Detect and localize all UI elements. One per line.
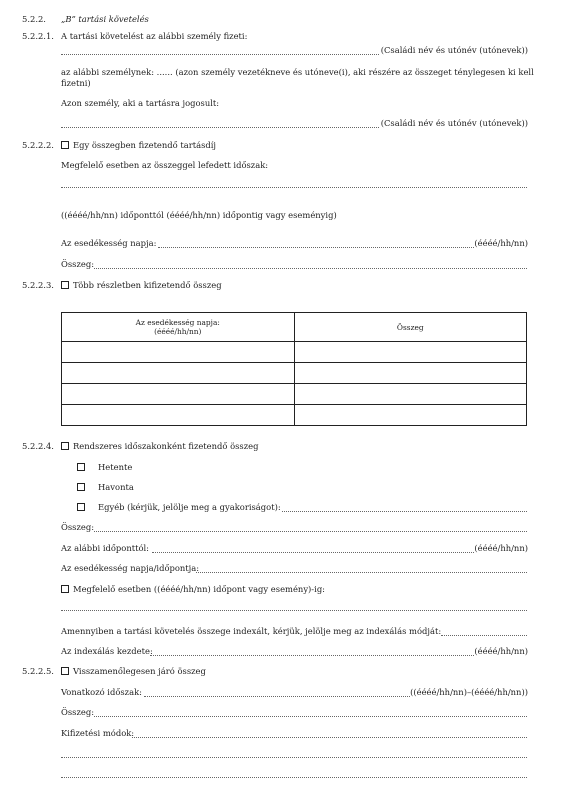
- period-field[interactable]: [61, 187, 527, 188]
- header-text: Az esedékesség napja: (éééé/hh/nn): [135, 318, 220, 336]
- due-date-field[interactable]: [158, 247, 474, 248]
- table-cell[interactable]: [62, 342, 295, 363]
- indexation-label: Amennyiben a tartási követelés összege indexált, kérjük, jelölje meg az indexálás módját:: [61, 626, 442, 636]
- due-date-label: Az esedékesség napja:: [61, 238, 157, 248]
- subsection-number: 5.2.2.1.: [22, 31, 54, 41]
- retroactive-option[interactable]: [61, 666, 206, 676]
- period-field[interactable]: [144, 696, 410, 697]
- single-payment-label: Egy összegben fizetendő tartásdíj: [73, 140, 217, 150]
- payment-methods-field-2[interactable]: [61, 757, 527, 758]
- payment-methods-field-3[interactable]: [61, 777, 527, 778]
- from-date-hint: (éééé/hh/nn): [474, 543, 528, 553]
- payer-name-field[interactable]: [61, 54, 379, 55]
- installments-option[interactable]: [61, 280, 222, 290]
- other-frequency-field[interactable]: [282, 511, 527, 512]
- recipient-label-cont: fizetni): [61, 78, 91, 88]
- date-range-hint: ((éééé/hh/nn) időponttól (éééé/hh/nn) időpontig vagy eseményig): [61, 210, 337, 220]
- section-number: 5.2.2.: [22, 14, 46, 24]
- table-row: [62, 342, 527, 363]
- amount-label: Összeg:: [61, 522, 95, 532]
- table-row: [62, 363, 527, 384]
- table-cell[interactable]: [294, 384, 527, 405]
- table-cell[interactable]: [294, 405, 527, 426]
- table-row: [62, 384, 527, 405]
- installments-table: [61, 312, 527, 426]
- period-hint: ((éééé/hh/nn)–(éééé/hh/nn)): [410, 687, 528, 697]
- other-label: Egyéb (kérjük, jelölje meg a gyakoriságot):: [98, 502, 281, 512]
- payment-methods-field[interactable]: [132, 737, 527, 738]
- entitled-name-hint: (Családi név és utónév (utónevek)): [380, 118, 528, 128]
- table-cell[interactable]: [62, 363, 295, 384]
- due-time-label: Az esedékesség napja/időpontja:: [61, 563, 200, 573]
- installments-label: Több részletben kifizetendő összeg: [73, 280, 222, 290]
- subsection-number: 5.2.2.2.: [22, 140, 54, 150]
- checkbox[interactable]: [61, 442, 69, 450]
- until-option[interactable]: [61, 584, 325, 594]
- section-title: „B” tartási követelés: [61, 14, 149, 24]
- monthly-label: Havonta: [98, 482, 134, 492]
- subsection-number: 5.2.2.3.: [22, 280, 54, 290]
- amount-field[interactable]: [94, 268, 527, 269]
- until-label: Megfelelő esetben ((éééé/hh/nn) időpont vagy esemény)-ig:: [73, 584, 326, 594]
- checkbox[interactable]: [61, 141, 69, 149]
- monthly-option[interactable]: [77, 482, 134, 492]
- entitled-label: Azon személy, aki a tartásra jogosult:: [61, 98, 220, 108]
- table-cell[interactable]: [294, 342, 527, 363]
- payer-label: A tartási követelést az alábbi személy fizeti:: [61, 31, 248, 41]
- checkbox[interactable]: [61, 281, 69, 289]
- indexation-start-label: Az indexálás kezdete:: [61, 646, 153, 656]
- amount-label: Összeg:: [61, 707, 95, 717]
- other-option[interactable]: [77, 502, 281, 512]
- indexation-start-hint: (éééé/hh/nn): [474, 646, 528, 656]
- table-cell[interactable]: [294, 363, 527, 384]
- amount-field[interactable]: [94, 716, 527, 717]
- table-cell[interactable]: [62, 405, 295, 426]
- checkbox[interactable]: [77, 463, 85, 471]
- until-field[interactable]: [61, 610, 527, 611]
- from-date-field[interactable]: [152, 552, 474, 553]
- entitled-name-field[interactable]: [61, 127, 379, 128]
- weekly-option[interactable]: [77, 462, 132, 472]
- period-label: Vonatkozó időszak:: [61, 687, 142, 697]
- checkbox[interactable]: [61, 667, 69, 675]
- table-header-due-date: [62, 313, 295, 342]
- recipient-label: az alábbi személynek: ...... (azon személy vezetékneve és utóneve(i), aki részére az összeget ténylegesen ki kell: [61, 67, 534, 77]
- periodic-option[interactable]: [61, 441, 258, 451]
- table-row: [62, 405, 527, 426]
- from-date-label: Az alábbi időponttól:: [61, 543, 150, 553]
- table-header-amount: Összeg: [294, 313, 527, 342]
- amount-field[interactable]: [94, 531, 527, 532]
- subsection-number: 5.2.2.4.: [22, 441, 54, 451]
- indexation-field[interactable]: [441, 635, 527, 636]
- due-time-field[interactable]: [196, 572, 527, 573]
- indexation-start-field[interactable]: [150, 655, 474, 656]
- table-cell[interactable]: [62, 384, 295, 405]
- payment-methods-label: Kifizetési módok:: [61, 728, 135, 738]
- checkbox[interactable]: [77, 483, 85, 491]
- amount-label: Összeg:: [61, 259, 95, 269]
- period-label: Megfelelő esetben az összeggel lefedett időszak:: [61, 160, 269, 170]
- weekly-label: Hetente: [98, 462, 133, 472]
- checkbox[interactable]: [77, 503, 85, 511]
- due-date-hint: (éééé/hh/nn): [474, 238, 528, 248]
- single-payment-option[interactable]: [61, 140, 216, 150]
- checkbox[interactable]: [61, 585, 69, 593]
- subsection-number: 5.2.2.5.: [22, 666, 54, 676]
- periodic-label: Rendszeres időszakonként fizetendő összeg: [73, 441, 259, 451]
- payer-name-hint: (Családi név és utónév (utónevek)): [380, 45, 528, 55]
- retroactive-label: Visszamenőlegesen járó összeg: [73, 666, 206, 676]
